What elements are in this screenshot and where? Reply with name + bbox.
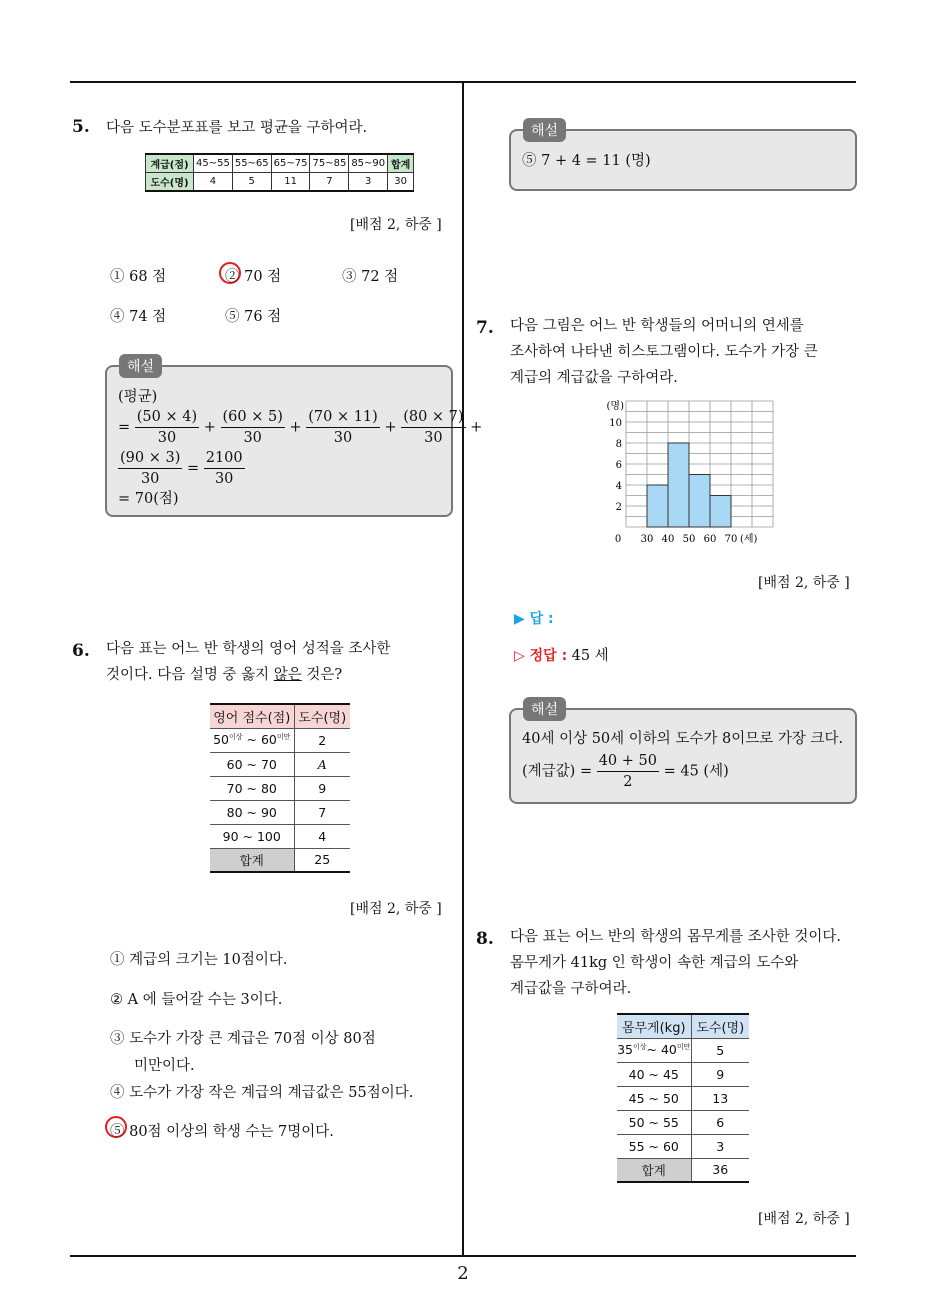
range-sep: ~ (644, 1090, 663, 1106)
frac-numerator: (60 × 5) (221, 407, 285, 428)
q8-table-cell (617, 1110, 691, 1134)
q8-number: 8. (476, 929, 494, 949)
q6-table-header: 영어 점수(점) (210, 704, 294, 728)
q8-text-line2: 몸무게가 41kg 인 학생이 속한 계급의 도수와 (510, 955, 799, 971)
q5-score: [배점 2, 하중 ] (350, 217, 442, 233)
frac-denominator: 30 (333, 430, 353, 446)
q5-exp-frac (306, 407, 380, 448)
q5-table-cell: 5 (232, 173, 271, 192)
frac-numerator: (50 × 4) (135, 407, 199, 428)
range-start: 40 (628, 1066, 645, 1082)
column-divider (462, 83, 464, 1255)
q6-choice-4[interactable]: ④ 도수가 가장 작은 계급의 계급값은 55점이다. (110, 1085, 414, 1101)
range-sep: ~ (644, 1138, 663, 1154)
q8-table (617, 1013, 749, 1183)
table-row (210, 776, 350, 800)
y-axis-label: (명) (606, 401, 624, 412)
q8-table-header: 도수(명) (691, 1014, 749, 1038)
x-tick-label: 30 (640, 534, 654, 545)
frac-numerator: (80 × 7) (401, 407, 465, 428)
range-start: 55 (628, 1138, 645, 1154)
y-tick-label: 4 (615, 481, 622, 492)
q6-table (210, 703, 350, 873)
table-row (210, 800, 350, 824)
q5-choice-5[interactable]: ⑤ 76 점 (225, 309, 282, 325)
frac-denominator: 2 (623, 774, 633, 790)
q7-exp-line1: 40세 이상 50세 이하의 도수가 8이므로 가장 크다. (522, 731, 844, 747)
q6-table-sum-label: 합계 (210, 848, 294, 872)
q5-table-cell: 11 (271, 173, 310, 192)
range-start: 45 (628, 1090, 645, 1106)
q5-exp-frac (204, 448, 245, 489)
q6-table-cell (210, 800, 294, 824)
q5-exp-line1: (평균) (118, 389, 158, 405)
q6-table-header: 도수(명) (294, 704, 350, 728)
frac-denominator: 30 (214, 471, 234, 487)
q6-table-cell: 7 (294, 800, 350, 824)
q6-text-line1: 다음 표는 어느 반 학생의 영어 성적을 조사한 (106, 641, 391, 657)
q7-exp-line2 (522, 751, 852, 792)
q7-exp-frac (597, 751, 659, 792)
q6-table-cell (210, 824, 294, 848)
q6-score: [배점 2, 하중 ] (350, 901, 442, 917)
q5-table (145, 153, 414, 192)
range-sep: ~ (242, 804, 261, 820)
frac-numerator: 40 + 50 (597, 751, 659, 772)
q5-choice-4[interactable]: ④ 74 점 (110, 309, 167, 325)
q8-text-line1: 다음 표는 어느 반의 학생의 몸무게를 조사한 것이다. (510, 929, 842, 945)
q5-explanation-tag: 해설 (119, 354, 162, 378)
range-end: 100 (256, 828, 281, 844)
range-end: 45 (662, 1066, 679, 1082)
q6-explanation-tag: 해설 (523, 118, 566, 142)
range-sup: 미만 (676, 1043, 691, 1052)
page-number: 2 (457, 1263, 469, 1284)
range-sep: ~ (646, 1042, 661, 1058)
q5-exp-plus: + (289, 419, 302, 436)
q7-text-line1: 다음 그림은 어느 반 학생들의 어머니의 연세를 (510, 318, 804, 334)
table-row (617, 1062, 749, 1086)
q6-table-cell (210, 776, 294, 800)
table-row (210, 824, 350, 848)
q6-table-sum-value: 25 (294, 848, 350, 872)
bottom-rule (70, 1255, 856, 1257)
q5-choice-2[interactable]: ② 70 점 (225, 269, 282, 285)
q6-table-cell: A (294, 752, 350, 776)
x-tick-label: 0 (614, 534, 622, 545)
q6-table-cell: 9 (294, 776, 350, 800)
q8-table-cell (617, 1134, 691, 1158)
frac-denominator: 30 (243, 430, 262, 446)
table-row (617, 1134, 749, 1158)
table-row (210, 728, 350, 752)
table-row (617, 1086, 749, 1110)
q6-choice-3-line2: 미만이다. (134, 1058, 195, 1074)
range-sup: 이상 (632, 1043, 647, 1052)
range-end: 55 (662, 1114, 679, 1130)
q5-exp-plus: + (384, 419, 397, 436)
q6-choice-5[interactable]: ⑤ 80점 이상의 학생 수는 7명이다. (110, 1124, 334, 1140)
q6-explanation-body: ⑤ 7 + 4 = 11 (명) (522, 153, 651, 169)
x-tick-label: 40 (661, 534, 675, 545)
q7-correct-label: ▷ 정답 : (514, 648, 568, 664)
range-sep: ~ (242, 780, 261, 796)
q8-table-cell: 13 (691, 1086, 749, 1110)
range-end: 60 (260, 732, 277, 748)
q5-exp-equals: = (186, 460, 200, 477)
q6-table-cell: 4 (294, 824, 350, 848)
y-tick-label: 2 (615, 502, 622, 513)
q5-explanation-body (118, 387, 483, 509)
q7-exp-text: (계급값) = (522, 763, 593, 780)
range-start: 70 (226, 780, 243, 796)
q5-exp-line2 (118, 407, 483, 448)
q8-table-sum-value: 36 (691, 1158, 749, 1182)
q6-table-cell: 2 (294, 728, 350, 752)
q6-choice-3-line1: ③ 도수가 가장 큰 계급은 70점 이상 80점 (110, 1031, 376, 1047)
q5-table-header-cell: 계급(점) (146, 154, 194, 173)
q6-choice-2[interactable]: ② A 에 들어갈 수는 3이다. (110, 992, 283, 1008)
q5-table-cell: 7 (310, 173, 349, 192)
q7-explanation-body (522, 729, 852, 792)
q7-histogram (596, 396, 776, 548)
range-end: 40 (660, 1042, 677, 1058)
frac-numerator: (90 × 3) (118, 448, 182, 469)
q5-table-header-cell: 85~90 (349, 154, 388, 173)
table-row (617, 1038, 749, 1062)
q5-exp-equals: = (118, 419, 131, 436)
q8-table-cell: 9 (691, 1062, 749, 1086)
x-tick-label: 60 (703, 534, 717, 545)
range-end: 70 (260, 756, 277, 772)
range-start: 50 (628, 1114, 645, 1130)
range-sup: 이상 (229, 733, 243, 742)
q5-table-header-cell: 55~65 (232, 154, 271, 173)
q6-number: 6. (72, 641, 90, 661)
histogram-bar (647, 485, 668, 527)
q8-text-line3: 계급값을 구하여라. (510, 981, 632, 997)
q5-text: 다음 도수분포표를 보고 평균을 구하여라. (106, 120, 368, 136)
range-end: 90 (260, 804, 277, 820)
q5-choice-3[interactable]: ③ 72 점 (342, 269, 399, 285)
range-end: 50 (662, 1090, 679, 1106)
range-start: 35 (617, 1042, 633, 1058)
q5-number: 5. (72, 117, 90, 137)
q6-text-part: 것이다. 다음 설명 중 옳지 (106, 667, 274, 683)
q6-choice-3[interactable] (110, 1027, 376, 1075)
q6-text-underlined: 않은 (273, 667, 302, 683)
range-sep: ~ (238, 828, 257, 844)
q6-table-cell (210, 752, 294, 776)
q6-choice-1[interactable]: ① 계급의 크기는 10점이다. (110, 952, 288, 968)
table-row (210, 752, 350, 776)
q7-text-line2: 조사하여 나타낸 히스토그램이다. 도수가 가장 큰 (510, 344, 818, 360)
x-tick-label: 70 (724, 534, 738, 545)
q7-explanation-tag: 해설 (523, 697, 566, 721)
range-sep: ~ (644, 1114, 663, 1130)
y-tick-label: 8 (615, 439, 622, 450)
q6-table-cell (210, 728, 294, 752)
q6-text-part: 것은? (301, 667, 343, 683)
q8-table-cell (617, 1062, 691, 1086)
histogram-bar (710, 496, 731, 528)
q8-table-header: 몸무게(kg) (617, 1014, 691, 1038)
q7-exp-text: = 45 (세) (663, 763, 729, 780)
x-tick-label: 50 (682, 534, 696, 545)
x-axis-label: (세) (740, 534, 758, 545)
range-sep: ~ (644, 1066, 663, 1082)
range-start: 60 (226, 756, 243, 772)
q5-table-cell: 30 (388, 173, 414, 192)
y-tick-label: 6 (615, 460, 622, 471)
q5-exp-line3 (118, 448, 448, 489)
q7-correct-answer (514, 644, 609, 665)
frac-numerator: (70 × 11) (306, 407, 380, 428)
q8-table-cell: 5 (691, 1038, 749, 1062)
q5-table-cell: 4 (194, 173, 233, 192)
q8-table-cell (617, 1086, 691, 1110)
q5-table-header-cell: 75~85 (310, 154, 349, 173)
q7-score: [배점 2, 하중 ] (758, 575, 850, 591)
q8-score: [배점 2, 하중 ] (758, 1211, 850, 1227)
range-sep: ~ (242, 756, 261, 772)
frac-numerator: 2100 (204, 448, 245, 469)
q5-table-cell: 도수(명) (146, 173, 194, 192)
q5-exp-plus: + (203, 419, 216, 436)
range-start: 80 (226, 804, 243, 820)
range-sup: 미만 (276, 733, 291, 742)
q5-exp-result: = 70(점) (118, 491, 179, 507)
q5-table-cell: 3 (349, 173, 388, 192)
frac-denominator: 30 (424, 430, 443, 446)
table-row (617, 1110, 749, 1134)
q8-table-cell (617, 1038, 691, 1062)
q7-text-line3: 계급의 계급값을 구하여라. (510, 370, 678, 386)
range-start: 50 (213, 732, 229, 748)
q5-exp-frac (221, 407, 285, 448)
frac-denominator: 30 (157, 430, 177, 446)
q7-number: 7. (476, 318, 494, 338)
q7-answer-label: ▶ 답 : (514, 611, 554, 627)
q5-exp-frac (118, 448, 182, 489)
q5-exp-plus: + (470, 419, 483, 436)
y-tick-label: 10 (609, 418, 622, 429)
q5-table-header-cell: 65~75 (271, 154, 310, 173)
range-end: 60 (662, 1138, 679, 1154)
frac-denominator: 30 (140, 471, 160, 487)
q8-table-cell: 6 (691, 1110, 749, 1134)
q5-choice-1[interactable]: ① 68 점 (110, 269, 167, 285)
q5-exp-frac (401, 407, 465, 448)
q8-table-cell: 3 (691, 1134, 749, 1158)
q5-table-header-cell: 합계 (388, 154, 414, 173)
q5-table-header-cell: 45~55 (194, 154, 233, 173)
range-end: 80 (260, 780, 277, 796)
q5-exp-frac (135, 407, 199, 448)
histogram-bar (689, 475, 710, 528)
q8-table-sum-label: 합계 (617, 1158, 691, 1182)
range-sep: ~ (242, 732, 261, 748)
histogram-bar (668, 443, 689, 527)
range-start: 90 (222, 828, 239, 844)
q6-text-line2 (106, 662, 342, 688)
q7-correct-value: 45 세 (571, 648, 609, 664)
